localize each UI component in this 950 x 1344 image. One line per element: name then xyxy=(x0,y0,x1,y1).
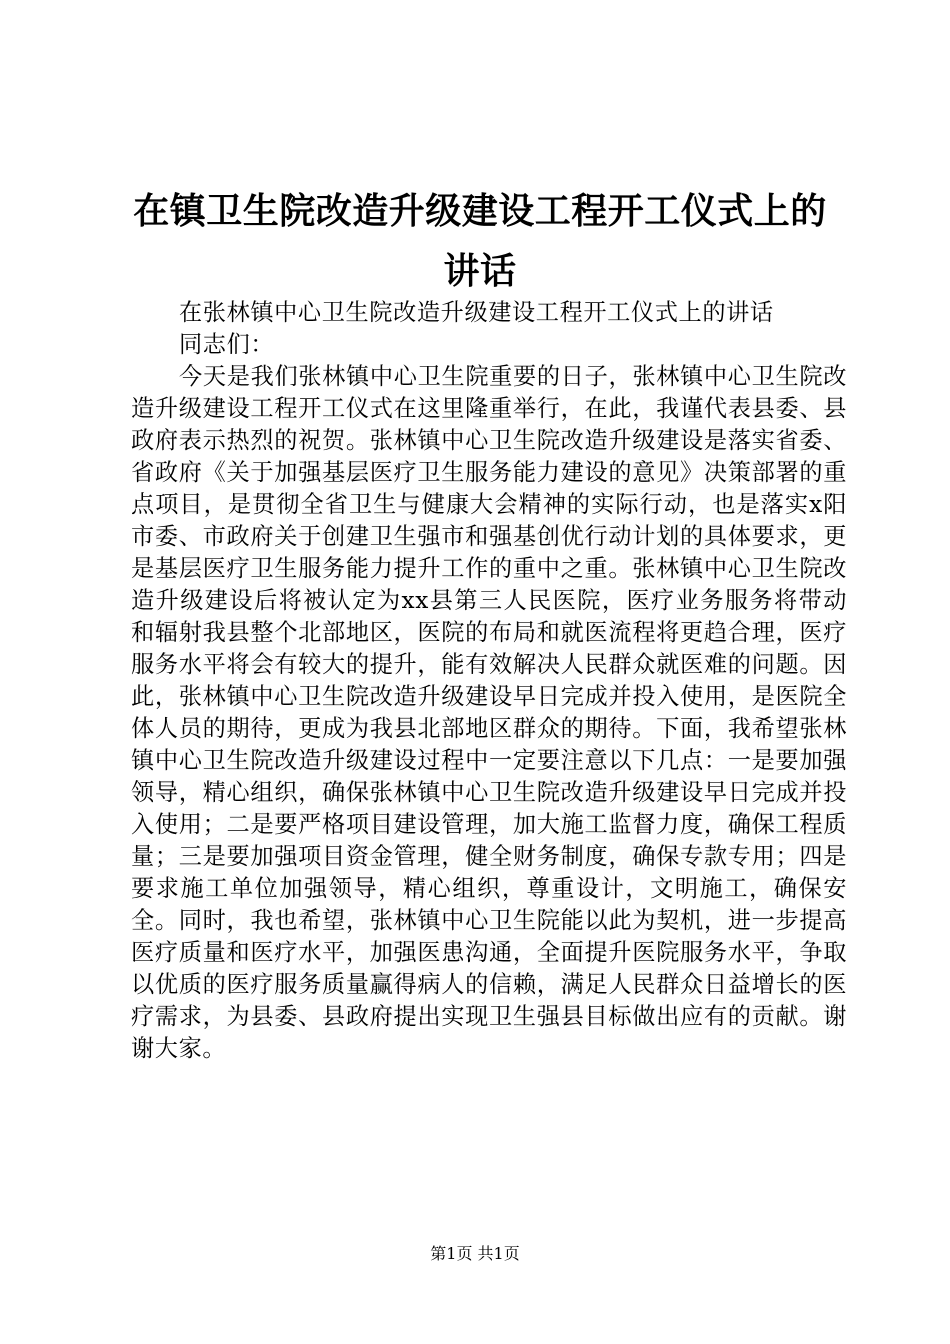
subtitle-line: 在张林镇中心卫生院改造升级建设工程开工仪式上的讲话 xyxy=(179,299,774,326)
salutation: 同志们： xyxy=(179,331,275,358)
document-body xyxy=(131,297,847,1065)
body-paragraph: 今天是我们张林镇中心卫生院重要的日子，张林镇中心卫生院改造升级建设工程开工仪式在这里隆重举行，在此，我谨代表县委、县政府表示热烈的祝贺。张林镇中心卫生院改造升级建设是落实省委、省政府《关于加强基层医疗卫生服务能力建设的意见》决策部署的重点项目，是贯彻全省卫生与健康大会精神的实际行动，也是落实x阳市委、市政府关于创建卫生强市和强基创优行动计划的具体要求，更是基层医疗卫生服务能力提升工作的重中之重。张林镇中心卫生院改造升级建设后将被认定为xx县第三人民医院，医疗业务服务将带动和辐射我县整个北部地区，医院的布局和就医流程将更趋合理，医疗服务水平将会有较大的提升，能有效解决人民群众就医难的问题。因此，张林镇中心卫生院改造升级建设早日完成并投入使用，是医院全体人员的期待，更成为我县北部地区群众的期待。下面，我希望张林镇中心卫生院改造升级建设过程中一定要注意以下几点：一是要加强领导，精心组织，确保张林镇中心卫生院改造升级建设早日完成并投入使用；二是要严格项目建设管理，加大施工监督力度，确保工程质量；三是要加强项目资金管理，健全财务制度，确保专款专用；四是要求施工单位加强领导，精心组织，尊重设计，文明施工，确保安全。同时，我也希望，张林镇中心卫生院能以此为契机，进一步提高医疗质量和医疗水平，加强医患沟通，全面提升医院服务水平，争取以优质的医疗服务质量赢得病人的信赖，满足人民群众日益增长的医疗需求，为县委、县政府提出实现卫生强县目标做出应有的贡献。谢谢大家。 xyxy=(131,363,847,1062)
page-footer: 第1页 共1页 xyxy=(430,1244,520,1263)
document-title: 在镇卫生院改造升级建设工程开工仪式上的讲话 xyxy=(133,191,827,292)
